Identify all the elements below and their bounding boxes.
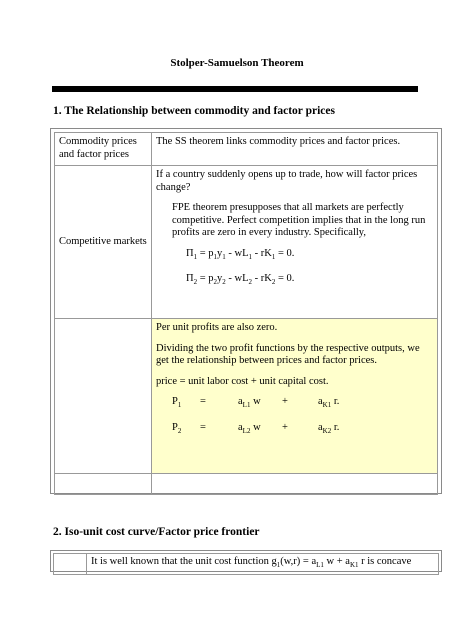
- unit-cost-text: It is well known that the unit cost function $g_1(w,r) = a_{L1}$ $w + a_{K1}$ r is concave: [87, 554, 439, 575]
- profit-equation-2: $\Pi_2 = p_2y_2 - wL_2 - rK_2 = 0$.: [186, 273, 295, 287]
- title-rule: [52, 86, 418, 92]
- fpe-text: FPE theorem presupposes that all markets are perfectly competitive. Perfect competition implies that in the long run profits are zero in every industry. Specifically,: [172, 202, 426, 238]
- unit-profit-text: Per unit profits are also zero.: [156, 322, 278, 333]
- section-heading-1: 1. The Relationship between commodity and factor prices: [53, 105, 335, 117]
- table-row: [54, 554, 439, 575]
- table-1: [54, 132, 438, 495]
- table-1-frame: [50, 128, 442, 494]
- section-heading-2: 2. Iso-unit cost curve/Factor price frontier: [53, 526, 260, 538]
- table-row: [55, 133, 438, 166]
- table-2: [53, 553, 439, 575]
- row-content-competitive: [152, 166, 438, 319]
- table-row: [55, 319, 438, 474]
- price-definition-text: price = unit labor cost + unit capital cost.: [156, 375, 329, 387]
- price-equation-2: $P_2$ = $a_{L2}$ w + $a_{K2}$ r.: [172, 421, 340, 435]
- empty-cell: [54, 554, 87, 575]
- row-label-competitive: Competitive markets: [55, 166, 152, 319]
- profit-equation-1: $\Pi_1 = p_1y_1 - wL_1 - rK_1 = 0$.: [186, 247, 295, 261]
- table-row: [55, 474, 438, 495]
- dividing-text: Dividing the two profit functions by the respective outputs, we get the relationship between prices and factor prices.: [156, 342, 420, 366]
- row-label-commodity: Commodity prices and factor prices: [55, 133, 152, 166]
- table-row: [55, 166, 438, 319]
- question-text: If a country suddenly opens up to trade, how will factor prices change?: [156, 169, 418, 193]
- price-equation-1: $P_1$ = $a_{L1}$ w + $a_{K1}$ r.: [172, 396, 340, 410]
- document-title: Stolper-Samuelson Theorem: [170, 57, 304, 69]
- highlighted-cell: [152, 319, 438, 474]
- empty-cell: [55, 319, 152, 474]
- table-2-frame: [50, 550, 442, 572]
- row-text-commodity: The SS theorem links commodity prices and factor prices.: [152, 133, 438, 166]
- empty-cell: [55, 474, 152, 495]
- empty-cell: [152, 474, 438, 495]
